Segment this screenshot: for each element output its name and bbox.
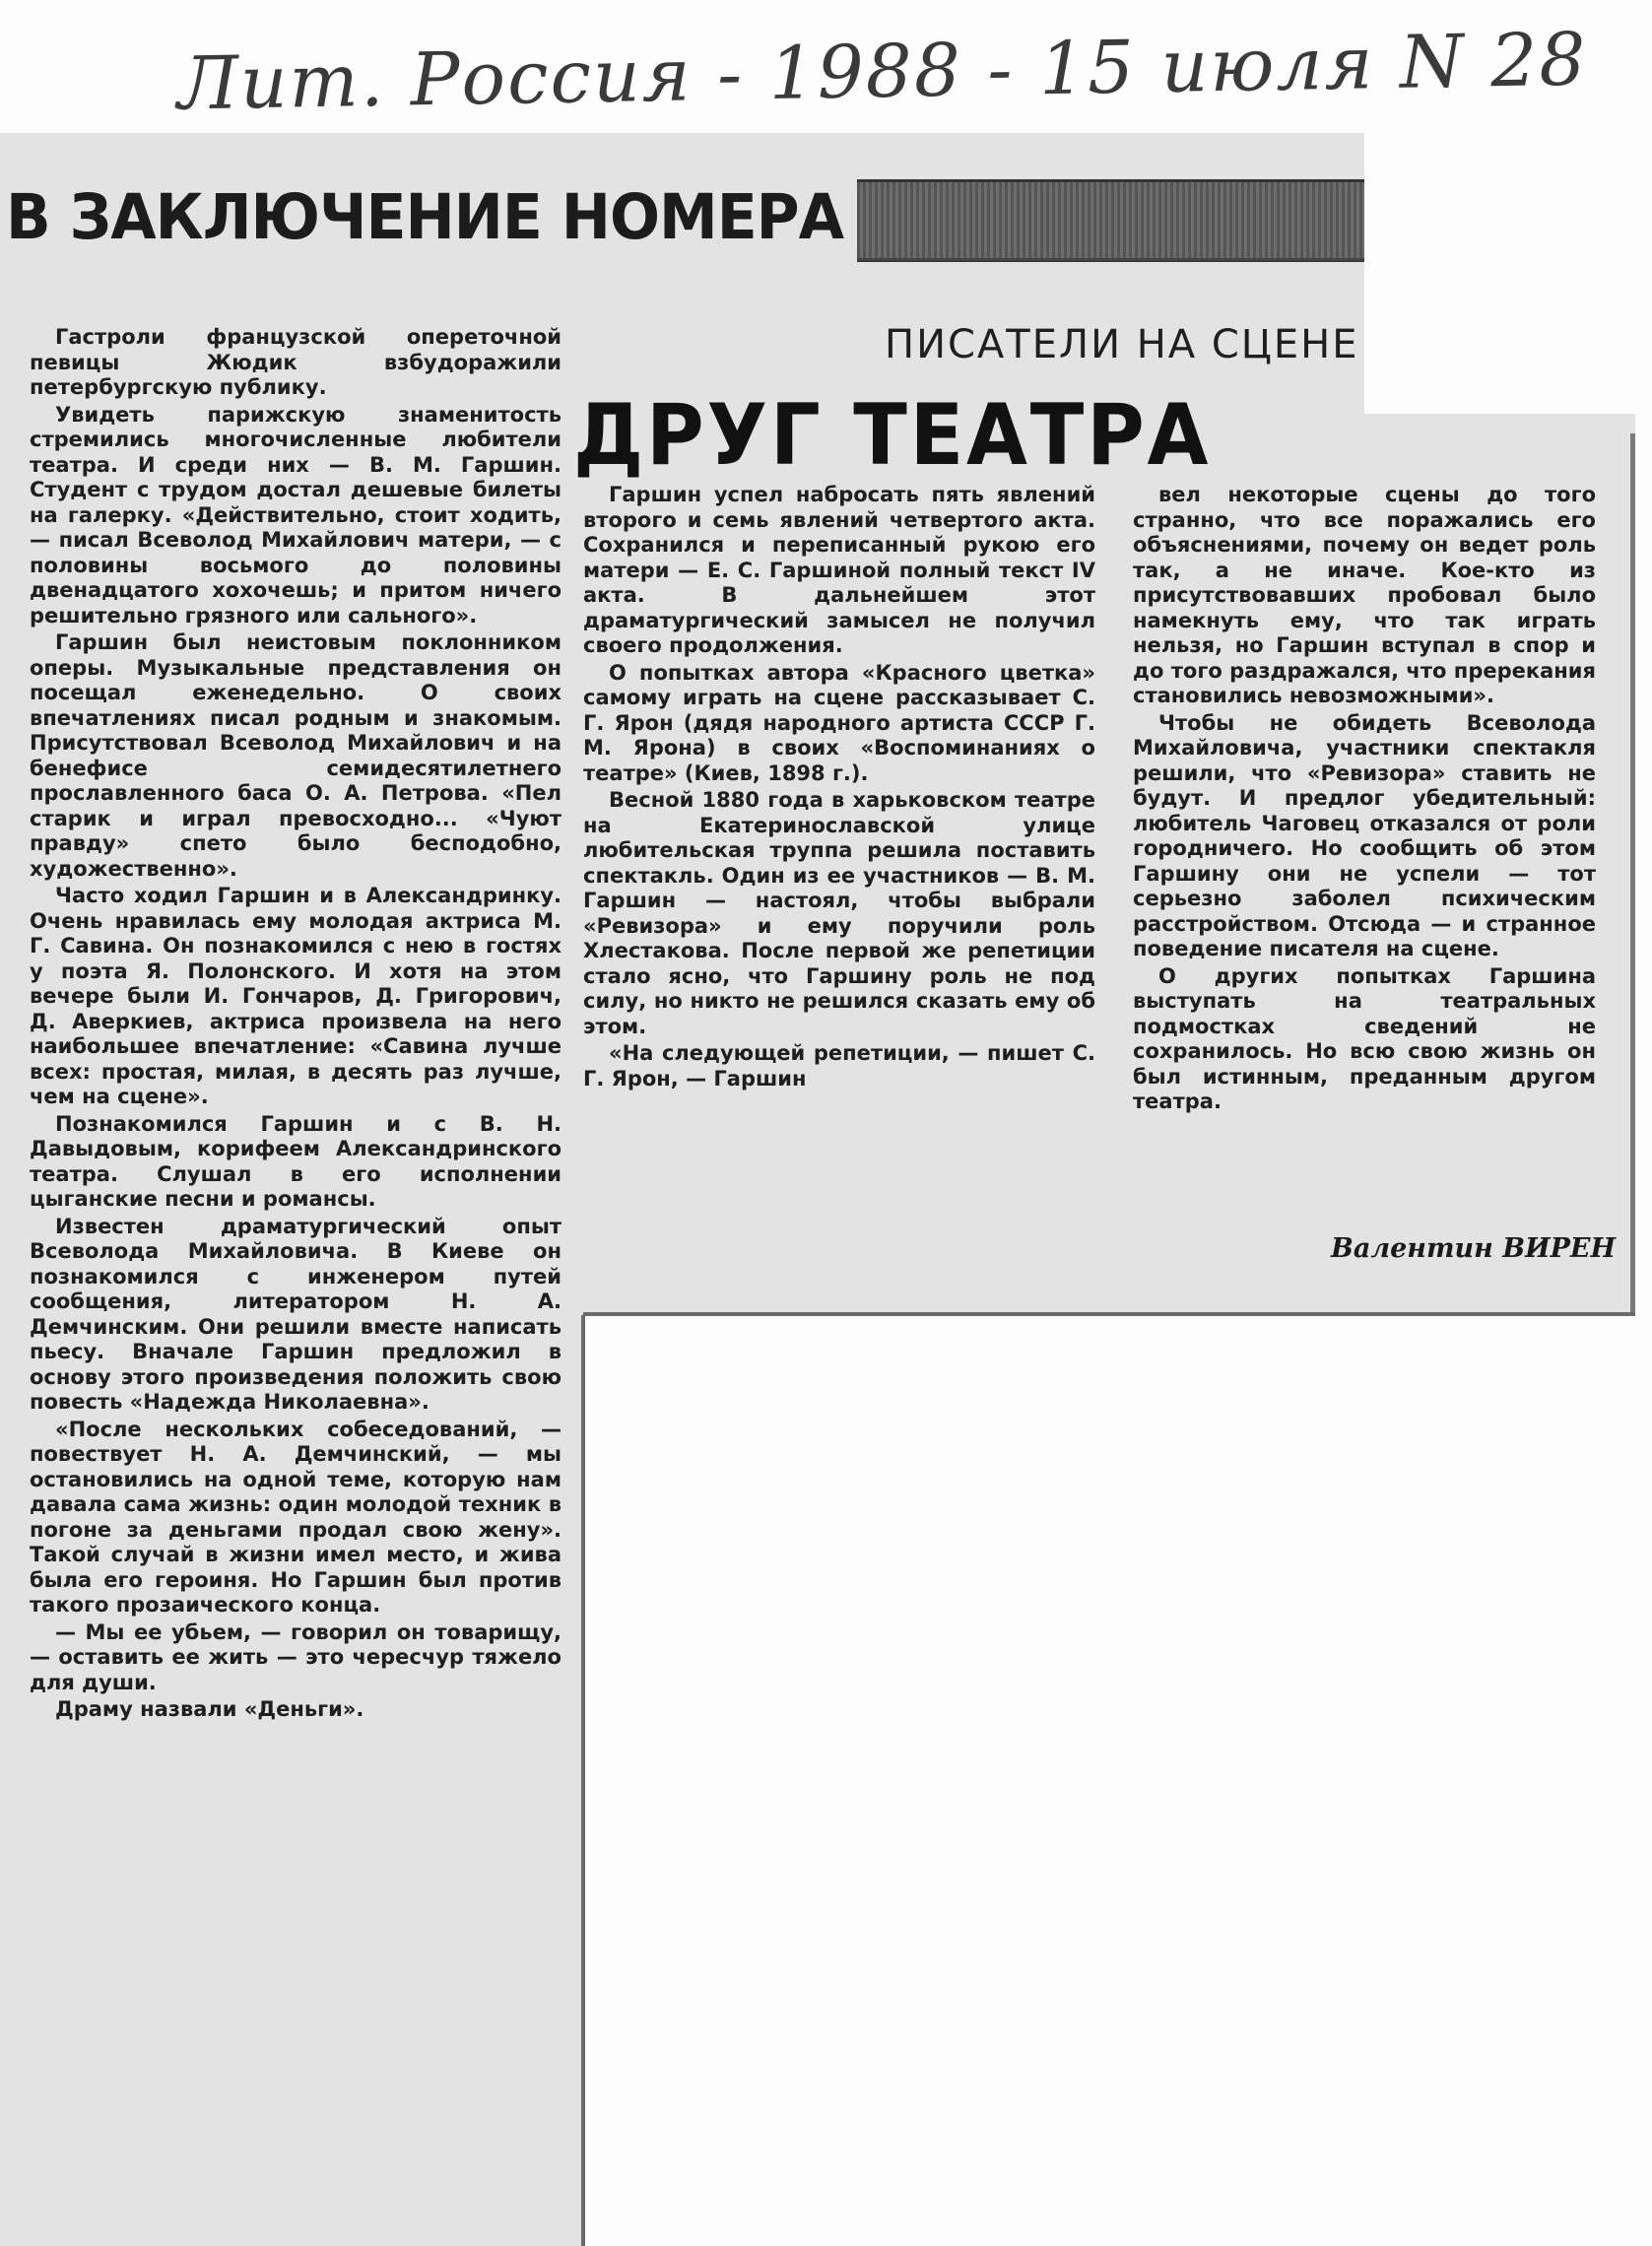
text-column-1 [30,325,562,2241]
handwritten-source-note: Лит. Россия - 1988 - 15 июля N 28 [176,17,1589,127]
paragraph: «На следующей репетиции, — пишет С. Г. Ярон, — Гаршин [583,1041,1095,1090]
text-column-3 [1133,483,1596,1231]
paragraph: Гаршин был неистовым поклонником оперы. Музыкальные представления он посещал еженедельно. О своих впечатлениях писал родным и знакомым. Присутствовал Всеволод Михайлович и на бенефисе семидесятилетнего прославленного баса О. А. Петрова. «Пел старик и играл превосходно... «Чуют правду» спето было бесподобно, художественно». [30,630,562,881]
section-rubric: В ЗАКЛЮЧЕНИЕ НОМЕРА [0,173,857,262]
paragraph: Чтобы не обидеть Всеволода Михайловича, участники спектакля решили, что «Ревизора» ставить не будут. И предлог убедительный: любитель Чаговец отказался от роли городничего. Но сообщить об этом Гаршину они не успели — тот серьезно заболел психическим расстройством. Отсюда — и странное поведение писателя на сцене. [1133,710,1596,960]
clipping-edge-right [1630,433,1635,1315]
paragraph: — Мы ее убьем, — говорил он товарищу, — оставить ее жить — это чересчур тяжело для души. [30,1619,562,1694]
paragraph: вел некоторые сцены до того странно, что все поражались его объяснениями, почему он ведет роль так, а не иначе. Кое-кто из присутствовавших пробовал было намекнуть ему, что так играть нельзя, но Гаршин вступал в спор и до того раздражался, что пререкания становились невозможными». [1133,483,1596,707]
clipping-edge-vertical [581,1315,585,2246]
paragraph: Гастроли французской опереточной певицы Жюдик взбудоражили петербургскую публику. [30,325,562,399]
paragraph: Весной 1880 года в харьковском театре на Екатеринославской улице любительская труппа решила поставить спектакль. Один из ее участников — В. М. Гаршин — настоял, чтобы выбрали «Ревизора» и ему поручили роль Хлестакова. После первой же репетиции стало ясно, что Гаршину роль не под силу, но никто не решился сказать ему об этом. [583,788,1095,1038]
paragraph: Известен драматургический опыт Всеволода Михайловича. В Киеве он познакомился с инженером путей сообщения, литератором Н. А. Демчинским. Они решили вместе написать пьесу. Вначале Гаршин предложил в основу этого произведения положить свою повесть «Надежда Николаевна». [30,1214,562,1414]
paragraph: «После нескольких собеседований, — повествует Н. А. Демчинский, — мы остановились на одной теме, которую нам давала сама жизнь: один молодой техник в погоне за деньгами продал свою жену». Такой случай в жизни имел место, и жива была его героиня. Но Гаршин был против такого прозаического конца. [30,1417,562,1617]
paragraph: Драму назвали «Деньги». [55,1697,364,1721]
text-column-2 [583,483,1095,1261]
article-headline: ДРУГ ТЕАТРА [573,386,1212,485]
clipping-edge-bottom [583,1312,1635,1316]
paragraph: Гаршин успел набросать пять явлений второго и семь явлений четвертого акта. Сохранился и переписанный рукою его матери — Е. С. Гаршиной полный текст IV акта. В дальнейшем этот драматургический замысел не получил своего продолжения. [583,483,1095,657]
author-byline: Валентин ВИРЕН [1331,1233,1616,1264]
article-kicker: ПИСАТЕЛИ НА СЦЕНЕ [885,322,1359,367]
paragraph: О попытках автора «Красного цветка» самому играть на сцене рассказывает С. Г. Ярон (дядя народного артиста СССР Г. М. Ярона) в своих «Воспоминаниях о театре» (Киев, 1898 г.). [583,660,1095,785]
paragraph: Часто ходил Гаршин и в Александринку. Очень нравилась ему молодая актриса М. Г. Савина. Он познакомился с нею в гостях у поэта Я. Полонского. И хотя на этом вечере были И. Гончаров, Д. Григорович, Д. Аверкиев, актриса произвела на него наибольшее впечатление: «Савина лучше всех: простая, милая, в десять раз лучше, чем на сцене». [30,884,562,1108]
paragraph: О других попытках Гаршина выступать на театральных подмостках сведений не сохранилось. Но всю свою жизнь он был истинным, преданным другом театра. [1133,963,1596,1113]
paragraph: Увидеть парижскую знаменитость стремились многочисленные любители театра. И среди них — В. М. Гаршин. Студент с трудом достал дешевые билеты на галерку. «Действительно, стоит ходить, — писал Всеволод Михайлович матери, — с половины восьмого до половины двенадцатого хохочешь; и притом ничего решительно грязного или сального». [30,402,562,628]
paragraph: Познакомился Гаршин и с В. Н. Давыдовым, корифеем Александринского театра. Слушал в его исполнении цыганские песни и романсы. [30,1111,562,1211]
